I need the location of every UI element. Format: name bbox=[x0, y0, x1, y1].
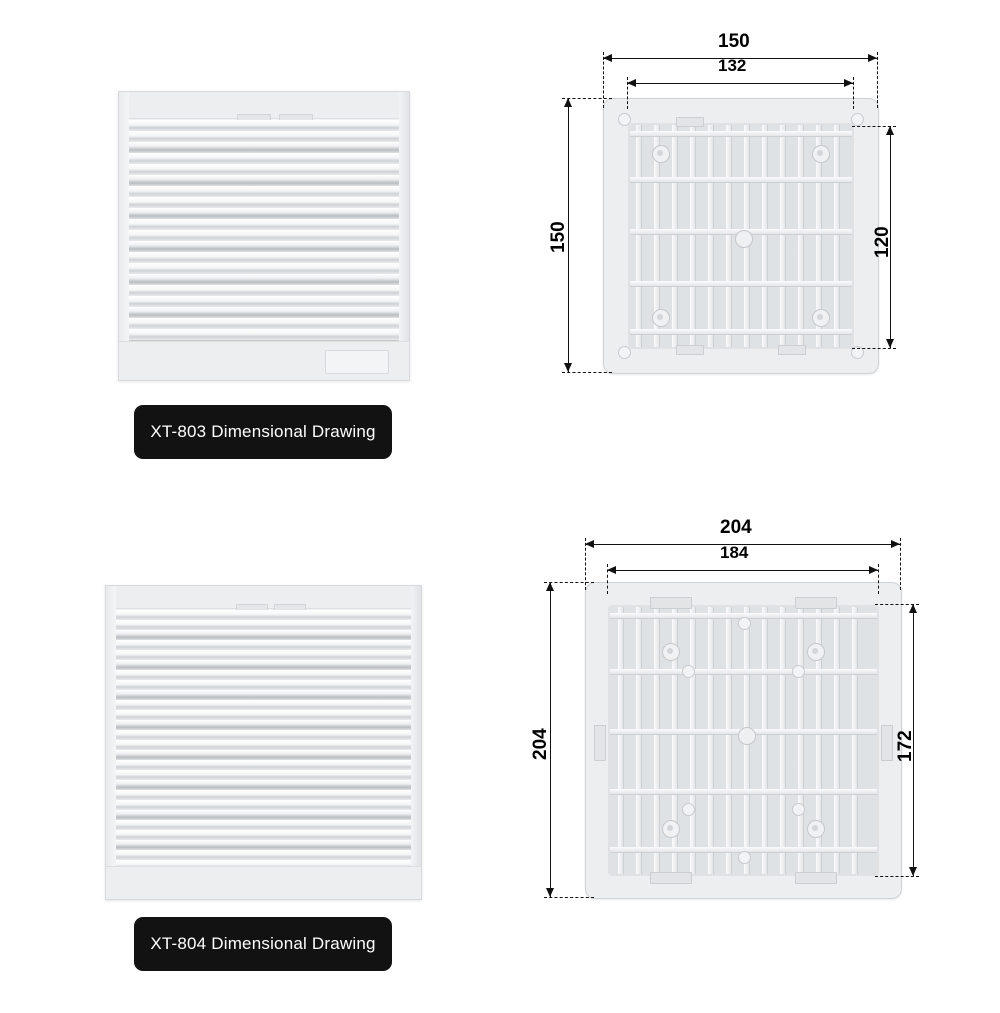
clip-side-right bbox=[881, 725, 893, 761]
dim-text-outer-height: 204 bbox=[530, 728, 551, 760]
rear-view-xt-803 bbox=[603, 98, 879, 374]
mounting-screw-top-right bbox=[792, 665, 805, 678]
front-view-nameplate bbox=[325, 350, 389, 374]
arrow-outer-width-right bbox=[868, 54, 877, 62]
dim-text-inner-width: 184 bbox=[720, 543, 749, 562]
mounting-screw-bottom-left bbox=[682, 803, 695, 816]
fan-hub bbox=[738, 727, 756, 745]
clip-bottom-right bbox=[778, 345, 806, 355]
center-screw-bottom bbox=[738, 851, 751, 864]
front-view-left-edge bbox=[106, 586, 116, 899]
dim-text-outer-width: 204 bbox=[720, 517, 752, 538]
product-block-xt-803 bbox=[0, 0, 1000, 490]
dim-text-outer-height: 150 bbox=[548, 221, 569, 253]
dimensional-drawing-xt-804 bbox=[530, 517, 970, 940]
mounting-screw-bottom-right bbox=[792, 803, 805, 816]
front-view-louver-stack bbox=[116, 610, 411, 867]
clip-bottom-left bbox=[650, 872, 692, 884]
corner-screw-bottom-left bbox=[618, 346, 631, 359]
ext-line-outer-bottom bbox=[562, 372, 612, 373]
front-view-xt-803 bbox=[118, 91, 410, 381]
mounting-boss-top-left bbox=[662, 643, 680, 661]
dim-text-inner-height: 120 bbox=[872, 226, 893, 258]
mounting-boss-bottom-left bbox=[652, 309, 670, 327]
mounting-boss-top-left bbox=[652, 145, 670, 163]
front-view-louver-stack bbox=[129, 120, 399, 342]
label-xt-804-text: XT-804 Dimensional Drawing bbox=[150, 934, 376, 953]
ext-line-outer-right bbox=[877, 52, 878, 108]
mounting-boss-top-right bbox=[807, 643, 825, 661]
arrow-inner-height-bottom bbox=[886, 339, 894, 348]
clip-top-left bbox=[650, 597, 692, 609]
arrow-outer-height-top bbox=[564, 98, 572, 107]
arrow-inner-width-left bbox=[627, 79, 636, 87]
mounting-boss-bottom-left bbox=[662, 820, 680, 838]
corner-screw-top-right bbox=[851, 113, 864, 126]
arrow-inner-height-top bbox=[909, 604, 917, 613]
clip-bottom-left bbox=[676, 345, 704, 355]
arrow-outer-height-top bbox=[546, 582, 554, 591]
arrow-inner-width-right bbox=[869, 566, 878, 574]
front-view-bottom-frame bbox=[106, 866, 421, 899]
mounting-boss-top-right bbox=[812, 145, 830, 163]
clip-top-right bbox=[795, 597, 837, 609]
clip-side-left bbox=[594, 725, 606, 761]
mounting-boss-bottom-right bbox=[807, 820, 825, 838]
ext-line-outer-right bbox=[900, 538, 901, 590]
fan-hub bbox=[735, 230, 753, 248]
rear-view-xt-804 bbox=[585, 582, 902, 899]
arrow-inner-width-right bbox=[844, 79, 853, 87]
arrow-outer-height-bottom bbox=[564, 363, 572, 372]
dim-text-outer-width: 150 bbox=[718, 31, 750, 52]
ext-line-inner-bottom bbox=[875, 876, 919, 877]
dim-text-inner-width: 132 bbox=[718, 56, 747, 75]
ext-line-outer-bottom bbox=[544, 897, 594, 898]
arrow-inner-height-top bbox=[886, 126, 894, 135]
arrow-outer-width-left bbox=[585, 540, 594, 548]
dim-line-inner-width bbox=[607, 570, 878, 571]
dimensional-drawing-xt-803 bbox=[540, 30, 960, 430]
mounting-boss-bottom-right bbox=[812, 309, 830, 327]
ext-line-inner-right bbox=[878, 564, 879, 594]
ext-line-inner-bottom bbox=[852, 348, 896, 349]
ext-line-inner-right bbox=[853, 77, 854, 109]
clip-bottom-right bbox=[795, 872, 837, 884]
front-view-right-edge bbox=[399, 92, 409, 380]
label-xt-803-text: XT-803 Dimensional Drawing bbox=[150, 422, 376, 441]
front-view-xt-804 bbox=[105, 585, 422, 900]
front-view-right-edge bbox=[411, 586, 421, 899]
dim-line-inner-width bbox=[627, 83, 853, 84]
arrow-outer-height-bottom bbox=[546, 888, 554, 897]
label-xt-803 bbox=[134, 405, 392, 459]
center-screw-top bbox=[738, 617, 751, 630]
corner-screw-top-left bbox=[618, 113, 631, 126]
arrow-outer-width-right bbox=[891, 540, 900, 548]
mounting-screw-top-left bbox=[682, 665, 695, 678]
front-view-left-edge bbox=[119, 92, 129, 380]
dim-text-inner-height: 172 bbox=[895, 730, 916, 762]
clip-top bbox=[676, 117, 704, 127]
arrow-inner-width-left bbox=[607, 566, 616, 574]
label-xt-804 bbox=[134, 917, 392, 971]
rear-view-filter-area bbox=[608, 605, 879, 876]
product-block-xt-804 bbox=[0, 500, 1000, 1013]
arrow-outer-width-left bbox=[603, 54, 612, 62]
arrow-inner-height-bottom bbox=[909, 867, 917, 876]
